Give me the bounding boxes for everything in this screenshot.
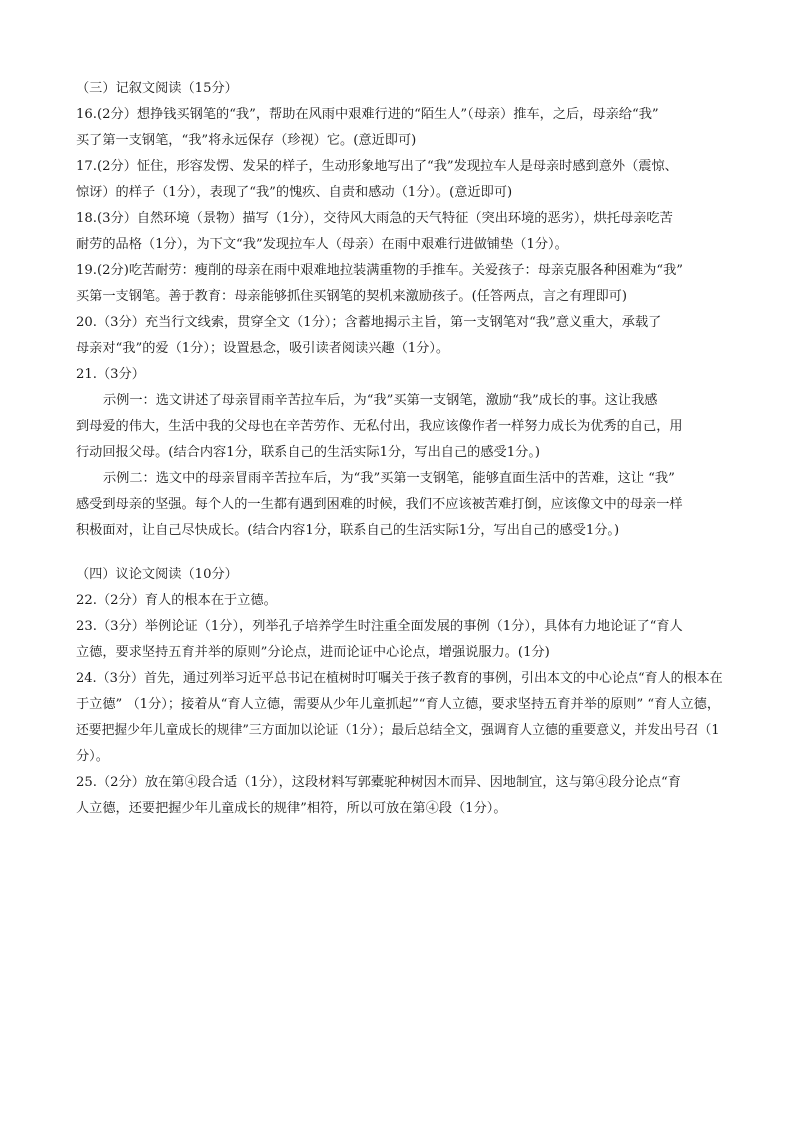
answer-line: 17.(2分）怔住，形容发愣、发呆的样子，生动形象地写出了“我”发现拉车人是母亲时感到意外（震惊、 — [76, 159, 678, 174]
answer-line: 22.（2分）育人的根本在于立德。 — [76, 593, 277, 608]
answer-line: 母亲对“我”的爱（1分）；设置悬念，吸引读者阅读兴趣（1分）。 — [76, 341, 450, 356]
answer-line: 还要把握少年儿童成长的规律”三方面加以论证（1分）；最后总结全文，强调育人立德的重要意义，并发出号召（1 — [76, 723, 720, 738]
answer-line: 人立德，还要把握少年儿童成长的规律”相符，所以可放在第④段（1分）。 — [76, 801, 507, 816]
answer-line: 惊讶）的样子（1分），表现了“我”的愧疚、自责和感动（1分）。(意近即可) — [76, 185, 513, 200]
answer-line: 18.(3分）自然环境（景物）描写（1分），交待风大雨急的天气特征（突出环境的恶劣），烘托母亲吃苦 — [76, 211, 673, 226]
answer-line: 买第一支钢笔。善于教育：母亲能够抓住买钢笔的契机来激励孩子。(任答两点，言之有理即可) — [76, 289, 627, 304]
answer-line: 21.（3分） — [76, 367, 145, 382]
section-spacer — [76, 544, 724, 562]
section-narrative-reading — [76, 76, 724, 544]
answer-line: 买了第一支钢笔，“我”将永远保存（珍视）它。(意近即可) — [76, 133, 417, 148]
answer-line: 24.（3分）首先，通过列举习近平总书记在植树时叮嘱关于孩子教育的事例，引出本文的中心论点“育人的根本在 — [76, 671, 723, 686]
example-one-line: 到母爱的伟大，生活中我的父母也在辛苦劳作、无私付出，我应该像作者一样努力成长为优秀的自己，用 — [76, 419, 683, 434]
answer-line: 16.(2分）想挣钱买钢笔的“我”，帮助在风雨中艰难行进的“陌生人”（母亲）推车，之后，母亲给“我” — [76, 107, 659, 122]
example-one-line: 示例一：选文讲述了母亲冒雨辛苦拉车后，为“我”买第一支钢笔，激励“我”成长的事。这让我感 — [103, 393, 658, 408]
answer-line: 20.（3分）充当行文线索，贯穿全文（1分）；含蓄地揭示主旨，第一支钢笔对“我”意义重大，承载了 — [76, 315, 662, 330]
answer-line: 耐劳的品格（1分），为下文“我”发现拉车人（母亲）在雨中艰难行进做铺垫（1分）。 — [76, 237, 568, 252]
section-argumentative-reading — [76, 562, 724, 822]
answer-line: 分）。 — [76, 749, 109, 764]
example-two-line: 示例二：选文中的母亲冒雨辛苦拉车后，为“我”买第一支钢笔，能够直面生活中的苦难，这让 “我” — [103, 471, 675, 486]
example-one-line: 行动回报父母。(结合内容1分，联系自己的生活实际1分，写出自己的感受1分。) — [76, 445, 541, 460]
answer-document — [76, 76, 724, 822]
example-two-line: 感受到母亲的坚强。每个人的一生都有遇到困难的时候，我们不应该被苦难打倒，应该像文中的母亲一样 — [76, 497, 683, 512]
answer-line: 23.（3分）举例论证（1分），列举孔子培养学生时注重全面发展的事例（1分），具体有力地论证了“育人 — [76, 619, 683, 634]
answer-line: 于立德” （1分）；接着从“育人立德，需要从少年儿童抓起”“育人立德，要求坚持五育并举的原则” “育人立德， — [76, 697, 721, 712]
section-title: （三）记叙文阅读（15分） — [76, 81, 238, 96]
answer-line: 立德，要求坚持五育并举的原则”分论点，进而论证中心论点，增强说服力。(1分) — [76, 645, 550, 660]
example-two-line: 积极面对，让自己尽快成长。(结合内容1分，联系自己的生活实际1分，写出自己的感受1分。) — [76, 523, 620, 538]
answer-line: 19.(2分)吃苦耐劳：瘦削的母亲在雨中艰难地拉装满重物的手推车。关爱孩子：母亲克服各种困难为“我” — [76, 263, 684, 278]
answer-line: 25.（2分）放在第④段合适（1分），这段材料写郭橐驼种树因木而异、因地制宜，这与第④段分论点“育 — [76, 775, 681, 790]
section-title: （四）议论文阅读（10分） — [76, 567, 238, 582]
